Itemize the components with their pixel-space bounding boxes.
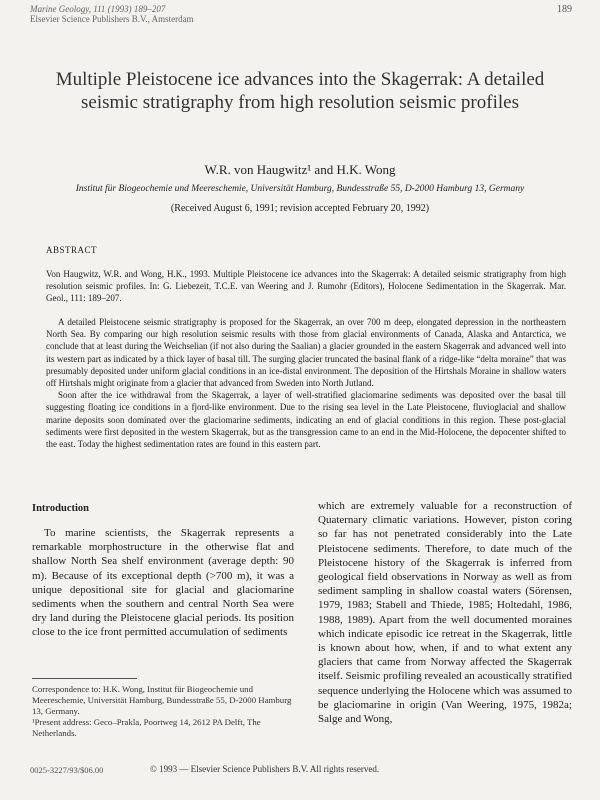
abstract-body xyxy=(46,316,566,450)
affiliation: Institut für Biogeochemie und Meereschemie, Universität Hamburg, Bundesstraße 55, D-2000 Hamburg 13, Germany xyxy=(75,184,525,194)
publisher-line: Elsevier Science Publishers B.V., Amsterdam xyxy=(30,14,194,24)
footnote-divider xyxy=(32,678,137,679)
correspondence-note: Correspondence to: H.K. Wong, Institut für Biogeochemie und Meereschemie, Universität Hamburg, Bundesstraße 55, D-2000 Hamburg 13, Germany. xyxy=(32,684,292,716)
footnotes xyxy=(32,684,294,739)
copyright-line: © 1993 — Elsevier Science Publishers B.V. All rights reserved. xyxy=(150,764,380,774)
left-column xyxy=(32,526,294,640)
citation-paragraph: Von Haugwitz, W.R. and Wong, H.K., 1993. Multiple Pleistocene ice advances into the Skagerrak: A detailed seismic stratigraphy from high resolution seismic profiles. In: G. Liebezeit, T.C.E. van Weering and J. Rumohr (Editors), Holocene Sedimentation in the Skagerrak. Mar. Geol., 111: 189–207. xyxy=(46,269,566,303)
author-line: W.R. von Haugwitz¹ and H.K. Wong xyxy=(204,162,396,177)
issn-code: 0025-3227/93/$06.00 xyxy=(30,765,104,775)
page-number: 189 xyxy=(557,4,572,15)
paper-title: Multiple Pleistocene ice advances into the Skagerrak: A detailed seismic stratigraphy from high resolution seismic profiles xyxy=(55,69,545,113)
running-header xyxy=(30,4,194,24)
received-dates: (Received August 6, 1991; revision accepted February 20, 1992) xyxy=(170,203,430,214)
right-column xyxy=(318,499,572,726)
introduction-paragraph-right: which are extremely valuable for a reconstruction of Quaternary climatic variations. However, piston coring so far has not penetrated considerably into the Late Pleistocene sediments. Therefore, to date much of the Pleistocene history of the Skagerrak is inferred from geological field observations in Norway as well as from sediment sampling in shallow coastal waters (Sörensen, 1979, 1983; Stabell and Thiede, 1985; Holtedahl, 1986, 1988, 1989). Apart from the well documented moraines which indicate episodic ice retreat in the Skagerrak, little is known about how, when, if and to what extent any glaciers that came from Norway affected the Skagerrak itself. Seismic profiling revealed an acoustically stratified sequence underlying the Holocene which was assumed to be glaciomarine in origin (Van Weering, 1975, 1982a; Salge and Wong, xyxy=(318,500,572,726)
present-address-note: ¹Present address: Geco–Prakla, Poortweg 14, 2612 PA Delft, The Netherlands. xyxy=(32,717,261,738)
abstract-paragraph-2: Soon after the ice withdrawal from the Skagerrak, a layer of well-stratified glaciomarine sediments was deposited over the basal till suggesting floating ice conditions in a fjord-like environment. Due to the rising sea level in the Late Pleistocene, fluvioglacial and shallow marine deposits soon dominated over the glaciomarine sediments, indicating an end of glacial conditions in this region. These post-glacial sediments were first deposited in the western Skagerrak, but as the transgression came to an end in the Mid-Holocene, the depocenter shifted to the east. Today the highest sedimentation rates are found in this eastern part. xyxy=(46,390,566,450)
journal-citation: Marine Geology, 111 (1993) 189–207 xyxy=(30,4,166,14)
abstract-paragraph-1: A detailed Pleistocene seismic stratigraphy is proposed for the Skagerrak, an over 700 m deep, elongated depression in the northeastern North Sea. By comparing our high resolution seismic results with those from glacial environments of Canada, Alaska and Antarctica, we conclude that at least during the Weichselian (if not also during the Saalian) a glacier grounded in the eastern Skagerrak and advanced well into its western part as indicated by a thick layer of basal till. The surging glacier truncated the basinal flank of a ridge-like “delta moraine” that was presumably deposited under uniform glacial conditions in an ice-distal environment. The deposition of the Hirtshals Moraine in shallow waters off Hirtshals might originate from a glacier that advanced from Sweden into North Jutland. xyxy=(46,317,566,389)
abstract-heading: ABSTRACT xyxy=(46,245,98,255)
introduction-paragraph-left: To marine scientists, the Skagerrak represents a remarkable morphostructure in the otherwise flat and shallow North Sea shelf environment (average depth: 90 m). Because of its exceptional depth (>700 m), it was a unique depositional site for glacial and glaciomarine sediments when the southern and central North Sea were dry land during the Pleistocene glacial periods. Its position close to the ice front permitted accumulation of sediments xyxy=(32,527,294,639)
introduction-heading: Introduction xyxy=(32,503,89,514)
